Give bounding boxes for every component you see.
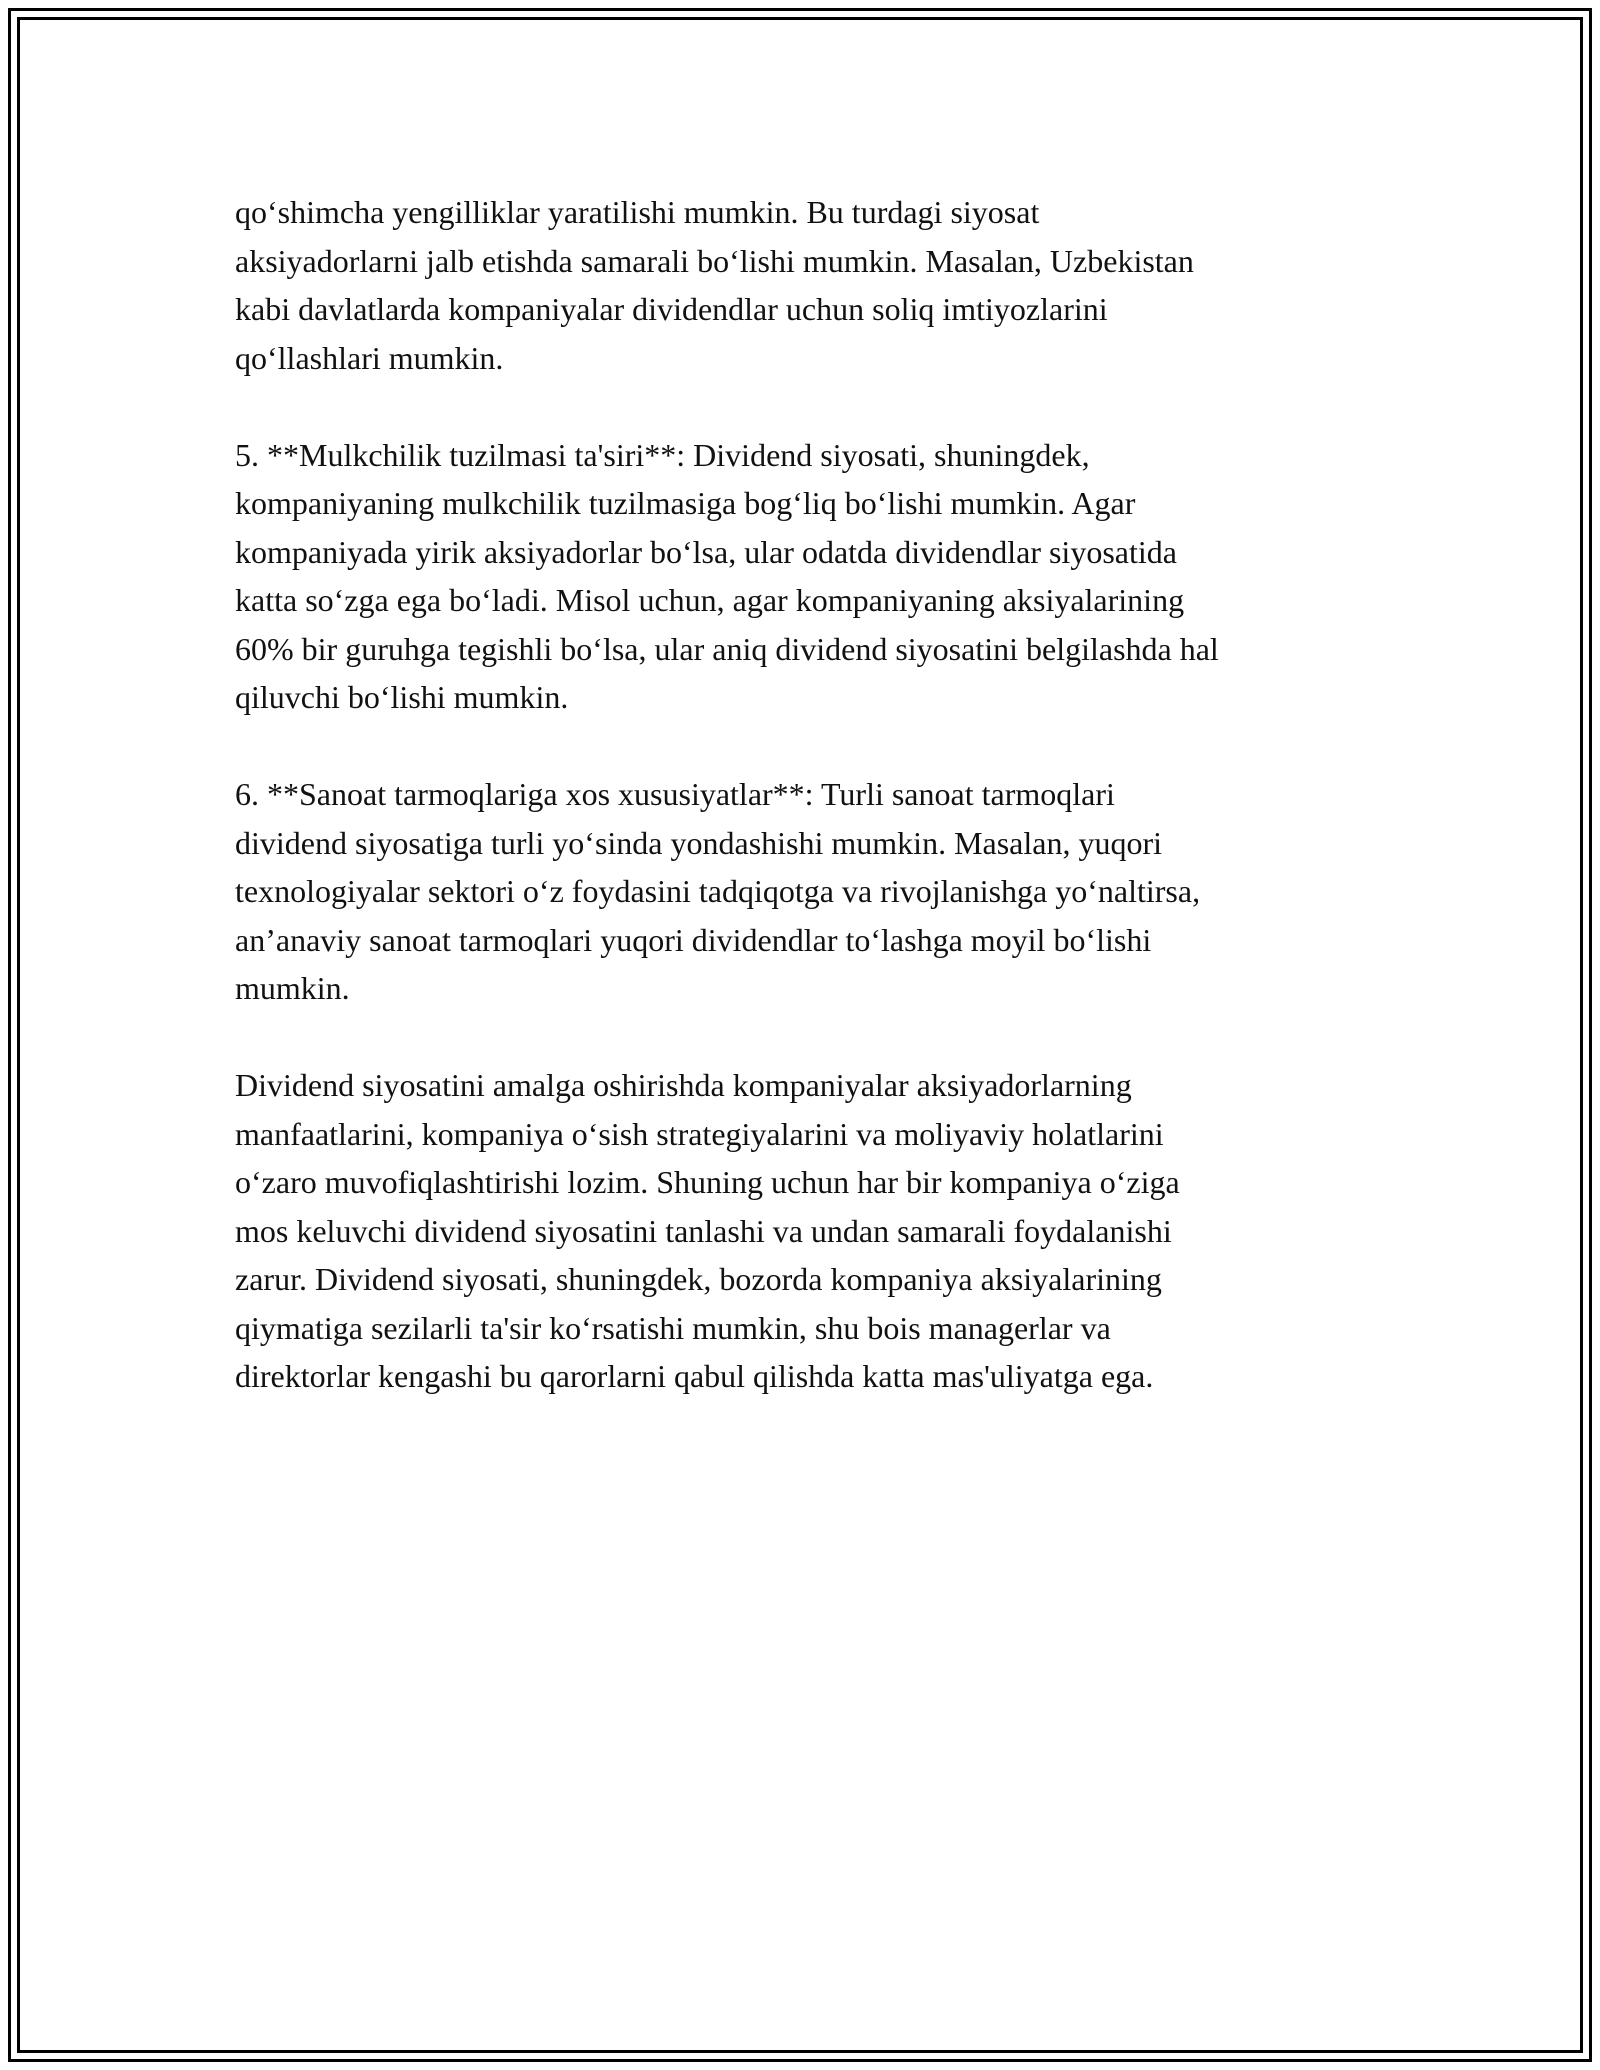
document-body <box>235 188 1375 1449</box>
paragraph-industry-features: 6. **Sanoat tarmoqlariga xos xususiyatlar**: Turli sanoat tarmoqlari dividend siyosatiga turli yo‘sinda yondashishi mumkin. Masalan, yuqori texnologiyalar sektori o‘z foydasini tadqiqotga va rivojlanishga yo‘naltirsa, an’anaviy sanoat tarmoqlari yuqori dividendlar to‘lashga moyil bo‘lishi mumkin. <box>235 776 1201 1006</box>
paragraph-ownership-structure: 5. **Mulkchilik tuzilmasi ta'siri**: Dividend siyosati, shuningdek, kompaniyaning mulkchilik tuzilmasiga bog‘liq bo‘lishi mumkin. Agar kompaniyada yirik aksiyadorlar bo‘lsa, ular odatda dividendlar siyosatida katta so‘zga ega bo‘ladi. Misol uchun, agar kompaniyaning aksiyalarining 60% bir guruhga tegishli bo‘lsa, ular aniq dividend siyosatini belgilashda hal qiluvchi bo‘lishi mumkin. <box>235 436 1219 715</box>
paragraph-continuation: qo‘shimcha yengilliklar yaratilishi mumkin. Bu turdagi siyosat aksiyadorlarni jalb etishda samarali bo‘lishi mumkin. Masalan, Uzbekistan kabi davlatlarda kompaniyalar dividendlar uchun soliq imtiyozlarini qo‘llashlari mumkin. <box>235 194 1194 376</box>
paragraph-conclusion: Dividend siyosatini amalga oshirishda kompaniyalar aksiyadorlarning manfaatlarini, kompaniya o‘sish strategiyalarini va moliyaviy holatlarini o‘zaro muvofiqlashtirishi lozim. Shuning uchun har bir kompaniya o‘ziga mos keluvchi dividend siyosatini tanlashi va undan samarali foydalanishi zarur. Dividend siyosati, shuningdek, bozorda kompaniya aksiyalarining qiymatiga sezilarli ta'sir ko‘rsatishi mumkin, shu bois managerlar va direktorlar kengashi bu qarorlarni qabul qilishda katta mas'uliyatga ega. <box>235 1067 1180 1394</box>
